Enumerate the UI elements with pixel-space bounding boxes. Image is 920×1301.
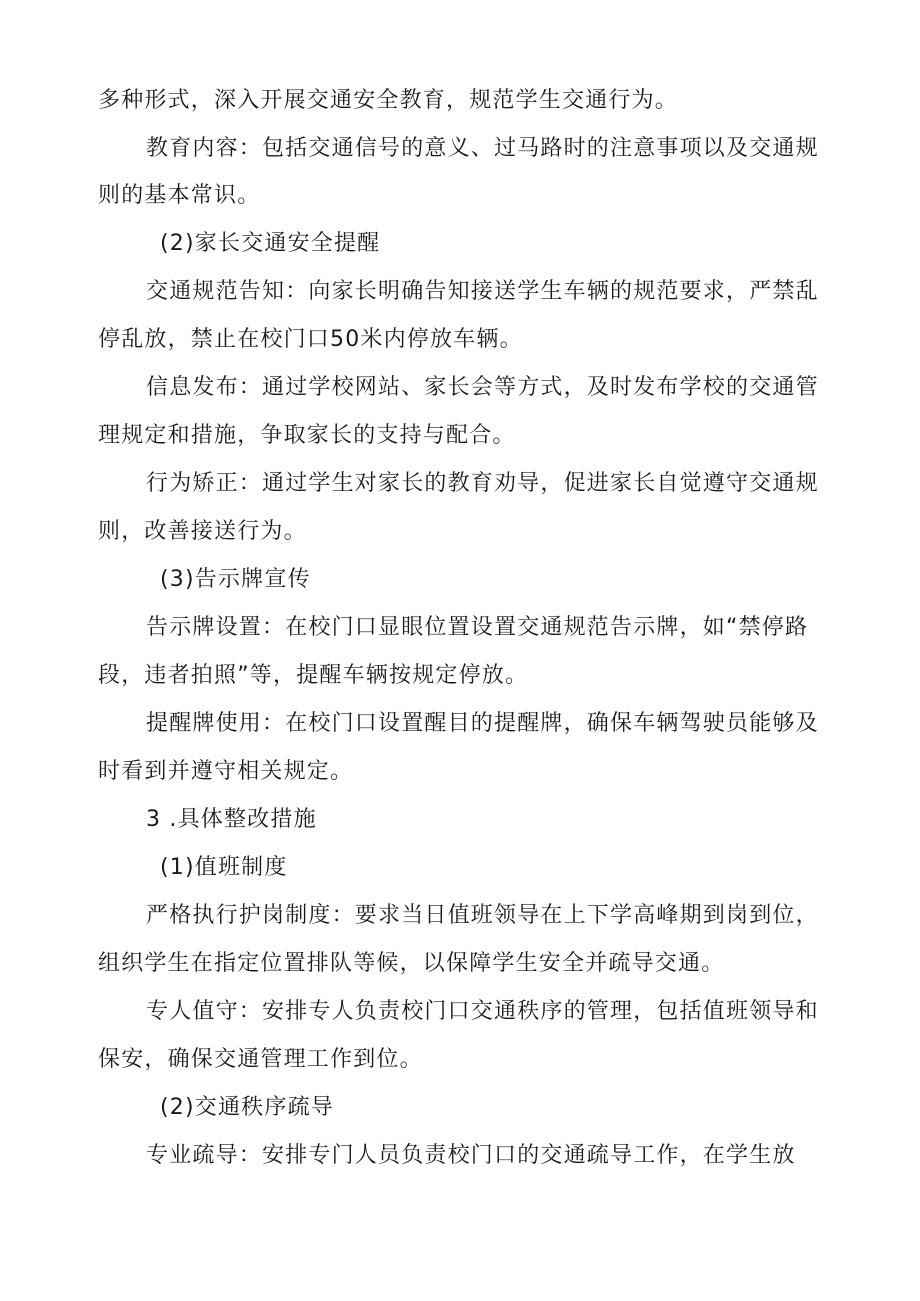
paragraph-line: 专业疏导：安排专门人员负责校门口的交通疏导工作，在学生放	[146, 1143, 796, 1168]
paragraph-line: 告示牌设置：在校门口显眼位置设置交通规范告示牌，如“禁停路	[146, 615, 809, 640]
paragraph-line: 提醒牌使用：在校门口设置醒目的提醒牌，确保车辆驾驶员能够及	[146, 711, 819, 736]
paragraph-line: 交通规范告知：向家长明确告知接送学生车辆的规范要求，严禁乱	[146, 279, 819, 304]
paragraph-line: 则的基本常识。	[98, 183, 261, 208]
section-heading: (2)家长交通安全提醒	[160, 231, 381, 256]
section-heading: (2)交通秩序疏导	[160, 1095, 334, 1120]
section-heading: (3)告示牌宣传	[160, 567, 311, 592]
paragraph-line: 保安，确保交通管理工作到位。	[98, 1047, 423, 1072]
section-heading: 3 .具体整改措施	[146, 807, 317, 832]
paragraph-line: 多种形式，深入开展交通安全教育，规范学生交通行为。	[98, 88, 679, 113]
paragraph-line: 组织学生在指定位置排队等候，以保障学生安全并疏导交通。	[98, 951, 725, 976]
paragraph-line: 则，改善接送行为。	[98, 519, 307, 544]
paragraph-line: 教育内容：包括交通信号的意义、过马路时的注意事项以及交通规	[146, 136, 819, 161]
section-heading: (1)值班制度	[160, 855, 288, 880]
paragraph-line: 理规定和措施，争取家长的支持与配合。	[98, 423, 516, 448]
paragraph-line: 严格执行护岗制度：要求当日值班领导在上下学高峰期到岗到位，	[146, 903, 819, 928]
paragraph-line: 段，违者拍照”等，提醒车辆按规定停放。	[98, 663, 529, 688]
paragraph-line: 时看到并遵守相关规定。	[98, 759, 354, 784]
paragraph-line: 信息发布：通过学校网站、家长会等方式，及时发布学校的交通管	[146, 375, 819, 400]
paragraph-line: 行为矫正：通过学生对家长的教育劝导，促进家长自觉遵守交通规	[146, 471, 819, 496]
paragraph-line: 停乱放，禁止在校门口50米内停放车辆。	[98, 327, 523, 352]
paragraph-line: 专人值守：安排专人负责校门口交通秩序的管理，包括值班领导和	[146, 999, 819, 1024]
